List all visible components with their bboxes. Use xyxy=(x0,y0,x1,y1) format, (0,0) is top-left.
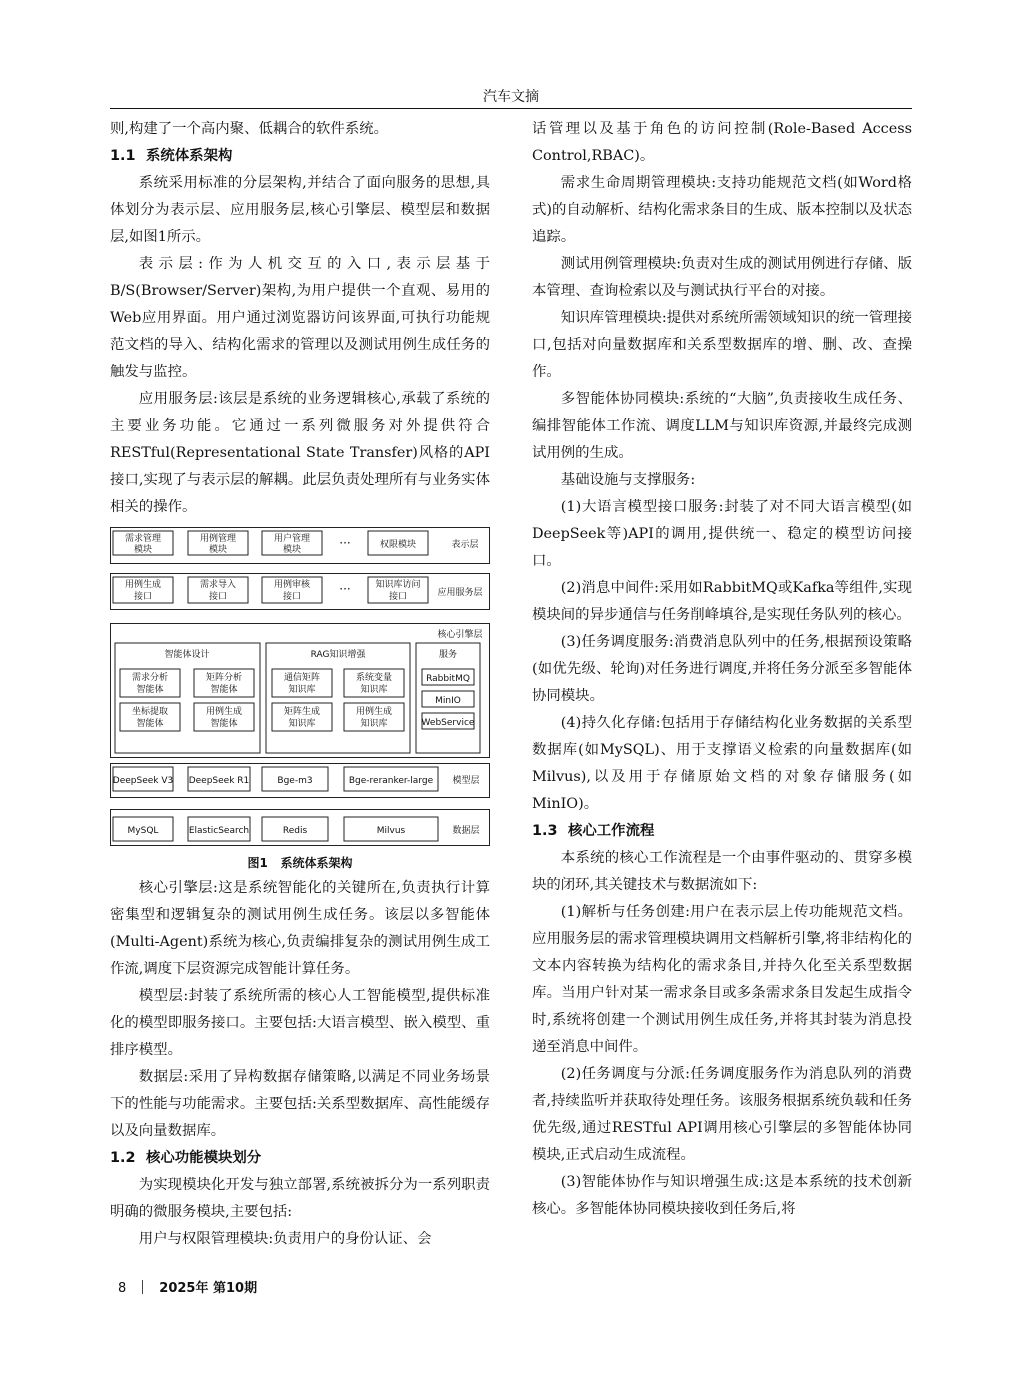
box-label: 知识库 xyxy=(288,719,316,729)
paragraph: 本系统的核心工作流程是一个由事件驱动的、贯穿多模块的闭环,其关键技术与数据流如下: xyxy=(532,850,912,893)
paragraph: 表示层:作为人机交互的入口,表示层基于B/S(Browser/Server)架构,为用户提供一个直观、易用的Web应用界面。用户通过浏览器访问该界面,可执行功能规范文档的导入、结构化需求的管理以及测试用例生成任务的触发与监控。 xyxy=(110,256,490,380)
footer-divider xyxy=(142,1280,143,1294)
box-label: 知识库 xyxy=(360,719,388,729)
model-bge-m3: Bge-m3 xyxy=(277,776,313,786)
box-label: 知识库 xyxy=(288,685,316,695)
paragraph: 多智能体协同模块:系统的“大脑”,负责接收生成任务、编排智能体工作流、调度LLM与知识库资源,并最终完成测试用例的生成。 xyxy=(532,391,912,461)
box-label: 系统变量 xyxy=(355,673,393,683)
data-mysql: MySQL xyxy=(127,826,159,836)
layer-label-data: 数据层 xyxy=(452,826,480,836)
box-label: 需求分析 xyxy=(131,673,169,683)
box-label: 用例生成 xyxy=(355,707,393,717)
box-label: 智能体 xyxy=(136,719,164,729)
box-label: 知识库访问 xyxy=(375,580,421,590)
architecture-diagram xyxy=(110,527,490,849)
paragraph: (3)任务调度服务:消费消息队列中的任务,根据预设策略(如优先级、轮询)对任务进行调度,并将任务分派至多智能体协同模块。 xyxy=(532,634,912,704)
paragraph: 应用服务层:该层是系统的业务逻辑核心,承载了系统的主要业务功能。它通过一系列微服务对外提供符合RESTful(Representational State Transfer)风格的API接口,实现了与表示层的解耦。此层负责处理所有与业务实体相关的操作。 xyxy=(110,391,490,515)
page-footer xyxy=(118,1277,257,1296)
model-deepseek-r1: DeepSeek R1 xyxy=(188,776,250,786)
layer-label-core: 核心引擎层 xyxy=(437,630,483,640)
layer-label-presentation: 表示层 xyxy=(451,540,479,550)
architecture-figure xyxy=(110,527,490,849)
box-label: 用例生成 xyxy=(124,580,162,590)
box-label: 用户管理 xyxy=(273,534,311,544)
section-heading-1-2: 1.2 核心功能模块划分 xyxy=(110,1150,262,1166)
box-label: 智能体 xyxy=(136,685,164,695)
box-label: 接口 xyxy=(282,592,302,602)
paragraph: 为实现模块化开发与独立部署,系统被拆分为一系列职责明确的微服务模块,主要包括: xyxy=(110,1177,490,1220)
box-label: 通信矩阵 xyxy=(283,673,321,683)
section-heading-1-3: 1.3 核心工作流程 xyxy=(532,823,655,839)
svc-webservice: WebService xyxy=(421,718,475,728)
paragraph: 用户与权限管理模块:负责用户的身份认证、会 xyxy=(138,1231,432,1247)
svc-minio: MinIO xyxy=(435,696,461,706)
box-label: 模块 xyxy=(133,545,153,555)
label-pres-0a: 需求管理 xyxy=(124,534,162,544)
paragraph: 话管理以及基于角色的访问控制(Role-Based Access Control,RBAC)。 xyxy=(532,121,912,164)
paragraph: (2)消息中间件:采用如RabbitMQ或Kafka等组件,实现模块间的异步通信与任务削峰填谷,是实现任务队列的核心。 xyxy=(532,580,912,623)
ellipsis: ··· xyxy=(339,582,351,596)
agent-group-title: 智能体设计 xyxy=(164,650,210,660)
service-group-title: 服务 xyxy=(438,650,458,660)
paragraph: (1)解析与任务创建:用户在表示层上传功能规范文档。应用服务层的需求管理模块调用文档解析引擎,将非结构化的文本内容转换为结构化的需求条目,并持久化至关系型数据库。当用户针对某一需求条目或多条需求条目发起生成指令时,系统将创建一个测试用例生成任务,并将其封装为消息投递至消息中间件。 xyxy=(532,904,912,1055)
section-heading-1-1: 1.1 系统体系架构 xyxy=(110,148,233,164)
paragraph: (3)智能体协作与知识增强生成:这是本系统的技术创新核心。多智能体协同模块接收到任务后,将 xyxy=(532,1174,912,1217)
box-label: 用例管理 xyxy=(199,534,237,544)
figure-caption: 图1 系统体系架构 xyxy=(247,856,353,870)
layer-label-app: 应用服务层 xyxy=(437,588,483,598)
box-label: 模块 xyxy=(282,545,302,555)
paragraph: 测试用例管理模块:负责对生成的测试用例进行存储、版本管理、查询检索以及与测试执行平台的对接。 xyxy=(532,256,912,299)
svc-rabbitmq: RabbitMQ xyxy=(426,674,470,684)
paragraph: (4)持久化存储:包括用于存储结构化业务数据的关系型数据库(如MySQL)、用于支撑语义检索的向量数据库(如Milvus),以及用于存储原始文档的对象存储服务(如MinIO)。 xyxy=(532,715,912,812)
box-label: 用例生成 xyxy=(205,707,243,717)
box-label: 矩阵分析 xyxy=(205,673,243,683)
page-number: 8 xyxy=(118,1281,127,1296)
box-label: 智能体 xyxy=(210,719,238,729)
box-label: 坐标提取 xyxy=(131,707,169,717)
paragraph: 核心引擎层:这是系统智能化的关键所在,负责执行计算密集型和逻辑复杂的测试用例生成任务。该层以多智能体(Multi-Agent)系统为核心,负责编排复杂的测试用例生成工作流,调度下层资源完成智能计算任务。 xyxy=(110,880,490,977)
right-column xyxy=(532,116,912,1223)
paragraph: (2)任务调度与分派:任务调度服务作为消息队列的消费者,持续监听并获取待处理任务。该服务根据系统负载和任务优先级,通过RESTful API调用核心引擎层的多智能体协同模块,正式启动生成流程。 xyxy=(532,1066,912,1163)
box-label: 需求导入 xyxy=(199,580,237,590)
paragraph: 系统采用标准的分层架构,并结合了面向服务的思想,具体划分为表示层、应用服务层,核心引擎层、模型层和数据层,如图1所示。 xyxy=(110,175,490,245)
data-milvus: Milvus xyxy=(376,826,406,836)
issue-label: 2025年 第10期 xyxy=(159,1281,258,1296)
left-column xyxy=(110,116,490,1253)
box-label: 接口 xyxy=(388,592,408,602)
box-permission-label: 权限模块 xyxy=(379,540,417,550)
box-label: 接口 xyxy=(133,592,153,602)
paragraph: 则,构建了一个高内聚、低耦合的软件系统。 xyxy=(110,121,388,137)
ellipsis: ··· xyxy=(339,536,351,550)
paragraph: (1)大语言模型接口服务:封装了对不同大语言模型(如DeepSeek等)API的调用,提供统一、稳定的模型访问接口。 xyxy=(532,499,912,569)
rag-group-title: RAG知识增强 xyxy=(310,650,366,660)
box-label: 矩阵生成 xyxy=(283,707,321,717)
box-label: 智能体 xyxy=(210,685,238,695)
paragraph: 模型层:封装了系统所需的核心人工智能模型,提供标准化的模型即服务接口。主要包括:大语言模型、嵌入模型、重排序模型。 xyxy=(110,988,490,1058)
paragraph: 数据层:采用了异构数据存储策略,以满足不同业务场景下的性能与功能需求。主要包括:关系型数据库、高性能缓存以及向量数据库。 xyxy=(110,1069,490,1139)
model-bge-reranker: Bge-reranker-large xyxy=(348,776,434,786)
header-rule xyxy=(110,108,912,109)
running-header: 汽车文摘 xyxy=(483,89,539,105)
model-deepseek-v3: DeepSeek V3 xyxy=(112,776,174,786)
data-redis: Redis xyxy=(282,826,308,836)
box-label: 模块 xyxy=(208,545,228,555)
box-label: 用例审核 xyxy=(273,580,311,590)
paragraph: 基础设施与支撑服务: xyxy=(560,472,696,488)
box-label: 知识库 xyxy=(360,685,388,695)
data-elasticsearch: ElasticSearch xyxy=(188,826,250,836)
box-label: 接口 xyxy=(208,592,228,602)
paragraph: 需求生命周期管理模块:支持功能规范文档(如Word格式)的自动解析、结构化需求条目的生成、版本控制以及状态追踪。 xyxy=(532,175,912,245)
paragraph: 知识库管理模块:提供对系统所需领域知识的统一管理接口,包括对向量数据库和关系型数据库的增、删、改、查操作。 xyxy=(532,310,912,380)
layer-label-model: 模型层 xyxy=(452,776,480,786)
